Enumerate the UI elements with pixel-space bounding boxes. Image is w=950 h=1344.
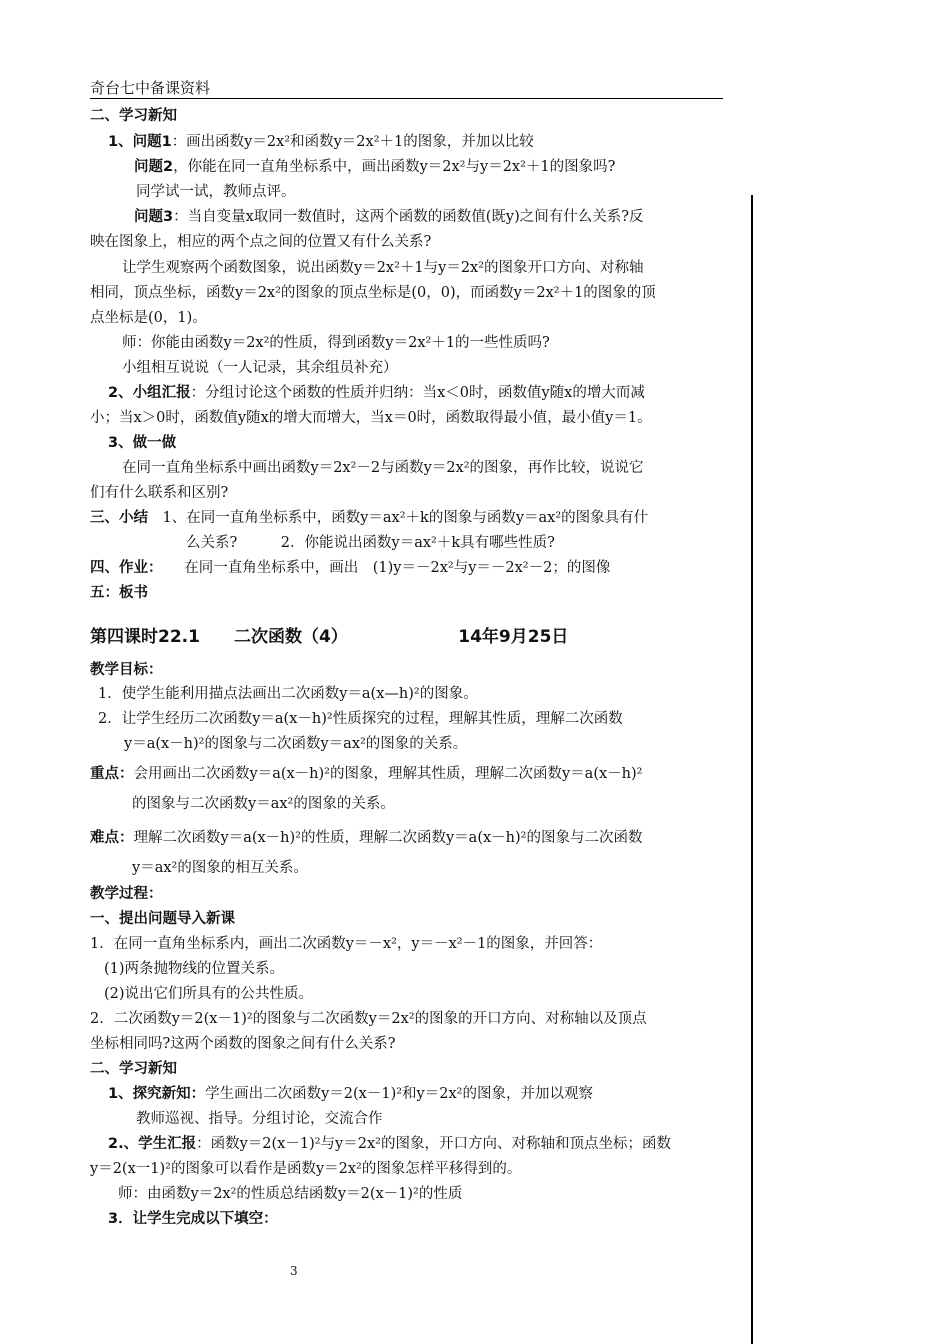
line-text: 点坐标是(0，1)。 [90,310,207,326]
text-line [90,232,431,252]
line-text: 小；当x＞0时，函数值y随x的增大而增大，当x＝0时，函数取得最小值，最小值y＝1。 [90,410,652,426]
text-line [134,207,644,227]
bold-label: 1、问题1 [108,134,172,150]
text-line [104,984,313,1004]
margin-line [751,195,753,1344]
page-number: 3 [290,1264,298,1278]
text-line [90,884,163,904]
bold-label: 重点： [90,766,134,782]
text-line [90,1059,177,1079]
bold-label: 3．让学生完成以下填空： [108,1211,278,1227]
text-line [132,794,395,814]
text-line [134,157,615,177]
bold-label: 四、作业： [90,560,156,576]
text-line [108,433,176,453]
text-line [90,909,235,929]
line-text: 让学生观察两个函数图象，说出函数y＝2x²＋1与y＝2x²的图象开口方向、对称轴 [122,260,644,276]
text-line [108,1084,593,1104]
line-text: 同学试一试，教师点评。 [136,184,296,200]
text-line [136,182,296,202]
line-text: 教师巡视、指导。分组讨论，交流合作 [136,1111,383,1127]
bold-label: 2、小组汇报 [108,385,191,401]
text-line [98,684,478,704]
text-line [90,1159,521,1179]
text-line [90,558,610,578]
line-text: 的图象与二次函数y＝ax²的图象的关系。 [132,796,395,812]
bold-label: 五：板书 [90,585,148,601]
text-line [136,1109,383,1129]
line-text: 在同一直角坐标系中，画出 (1)y＝－2x²与y＝－2x²－2；的图像 [155,560,611,576]
line-text: 在同一直角坐标系中画出函数y＝2x²－2与函数y＝2x²的图象，再作比较，说说它 [122,460,644,476]
line-text: 师：你能由函数y＝2x²的性质，得到函数y＝2x²＋1的一些性质吗? [122,335,550,351]
text-line [132,858,308,878]
text-line [118,1184,462,1204]
bold-label: 难点： [90,830,134,846]
bold-label: 问题3 [134,209,174,225]
line-text: ：画出函数y＝2x²和函数y＝2x²＋1的图象，并加以比较 [171,134,534,150]
text-line [90,1034,396,1054]
bold-label: 问题2 [134,159,174,175]
text-line [122,358,398,378]
line-text: y＝ax²的图象的相互关系。 [132,860,308,876]
text-line [90,660,163,680]
line-text: 会用画出二次函数y＝a(x－h)²的图象，理解其性质，理解二次函数y＝a(x－h)² [133,766,643,782]
bold-label: 1、探究新知： [108,1086,206,1102]
bold-label: 二、学习新知 [90,1061,177,1077]
line-text: 相同，顶点坐标，函数y＝2x²的图象的顶点坐标是(0，0)，而函数y＝2x²＋1的图象的顶 [90,285,656,301]
line-text: 么关系? 2．你能说出函数y＝ax²＋k具有哪些性质? [186,535,555,551]
text-line [122,258,644,278]
line-text: 师：由函数y＝2x²的性质总结函数y＝2(x－1)²的性质 [118,1186,463,1202]
line-text: y＝2(x一1)²的图象可以看作是函数y＝2x²的图象怎样平移得到的。 [90,1161,522,1177]
bold-label: 教学过程： [90,886,163,902]
text-line [122,458,644,478]
text-line [186,533,555,553]
line-text: 1、在同一直角坐标系中，函数y＝ax²＋k的图象与函数y＝ax²的图象具有什 [148,510,649,526]
text-line [90,106,177,126]
bold-label: 三、小结 [90,510,148,526]
text-line [108,1134,671,1154]
page-header: 奇台七中备课资料 [90,78,723,99]
text-line [98,709,623,729]
line-text: 2．让学生经历二次函数y＝a(x－h)²性质探究的过程，理解其性质，理解二次函数 [98,711,623,727]
text-line [90,308,207,328]
text-line [124,734,467,754]
text-line [90,934,602,954]
lesson-title: 第四课时22.1 二次函数（4） 14年9月25日 [90,627,569,647]
bold-label: 3、做一做 [108,435,177,451]
line-text: 学生画出二次函数y＝2(x－1)²和y＝2x²的图象，并加以观察 [205,1086,593,1102]
bold-label: 一、提出问题导入新课 [90,911,235,927]
bold-label: 教学目标： [90,662,163,678]
line-text: ：分组讨论这个函数的性质并归纳：当x＜0时，函数值y随x的增大而减 [190,385,645,401]
text-line [108,1209,278,1229]
line-text: ：当自变量x取同一数值时，这两个函数的函数值(既y)之间有什么关系?反 [173,209,644,225]
text-line [90,508,648,528]
text-line [122,333,550,353]
line-text: 1．使学生能利用描点法画出二次函数y＝a(x—h)²的图象。 [98,686,478,702]
line-text: (1)两条抛物线的位置关系。 [104,961,285,977]
text-line [90,1009,647,1029]
line-text: 理解二次函数y＝a(x－h)²的性质，理解二次函数y＝a(x－h)²的图象与二次函数 [133,830,643,846]
line-text: 2．二次函数y＝2(x－1)²的图象与二次函数y＝2x²的图象的开口方向、对称轴以及顶点 [90,1011,647,1027]
text-line [90,764,642,784]
line-text: ：函数y＝2(x－1)²与y＝2x²的图象，开口方向、对称轴和顶点坐标；函数 [196,1136,671,1152]
text-line [90,828,642,848]
line-text: 们有什么联系和区别? [90,485,229,501]
text-line [104,959,284,979]
bold-label: 二、学习新知 [90,108,177,124]
line-text: 1．在同一直角坐标系内，画出二次函数y＝－x²，y＝－x²－1的图象，并回答： [90,936,603,952]
line-text: ，你能在同一直角坐标系中，画出函数y＝2x²与y＝2x²＋1的图象吗? [173,159,616,175]
line-text: 小组相互说说（一人记录，其余组员补充） [122,360,398,376]
line-text: y＝a(x－h)²的图象与二次函数y＝ax²的图象的关系。 [124,736,468,752]
line-text: 映在图象上，相应的两个点之间的位置又有什么关系? [90,234,432,250]
text-line [90,283,656,303]
text-line [108,383,645,403]
text-line [90,408,652,428]
line-text: (2)说出它们所具有的公共性质。 [104,986,314,1002]
bold-label: 2.、学生汇报 [108,1136,197,1152]
text-line [90,483,228,503]
line-text: 坐标相同吗?这两个函数的图象之间有什么关系? [90,1036,396,1052]
text-line [108,132,534,152]
text-line [90,583,148,603]
